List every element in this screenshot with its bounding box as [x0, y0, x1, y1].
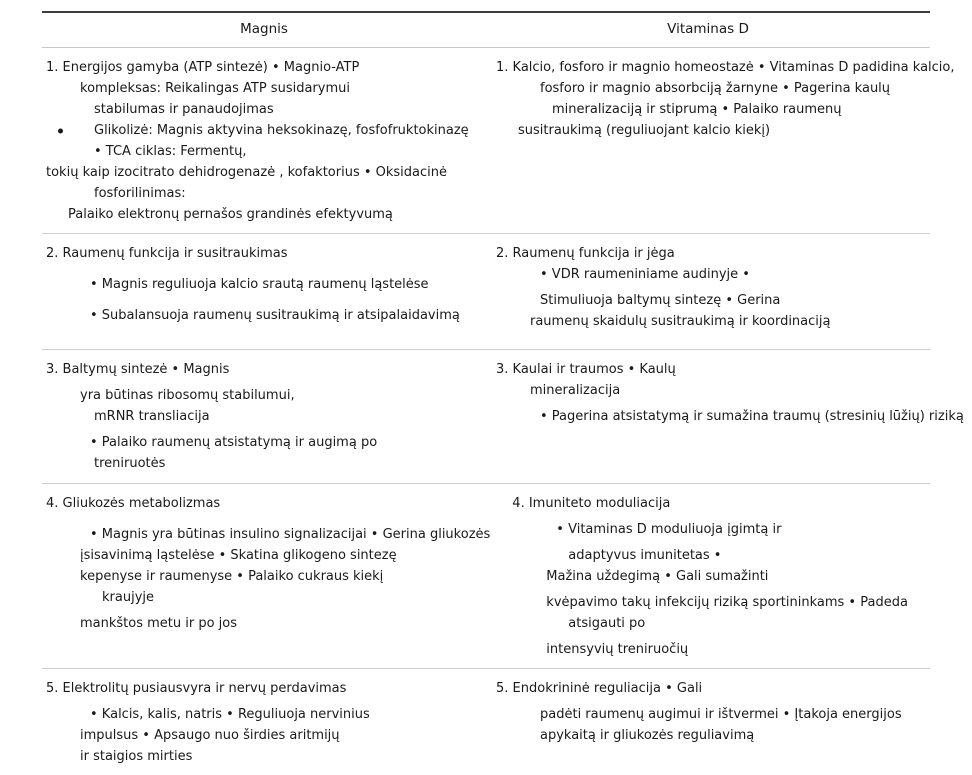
text-line-content: padėti raumenų augimui ir ištvermei • Įtakoja energijos	[540, 706, 902, 722]
text-line-content: raumenų skaidulų susitraukimą ir koordinaciją	[530, 314, 831, 330]
text-line-content: Stimuliuoja baltymų sintezę • Gerina	[540, 293, 781, 309]
text-line-content: treniruotės	[94, 456, 166, 472]
text-line-content: mankštos metu ir po jos	[80, 615, 238, 631]
text-line-content: atsigauti po	[568, 615, 646, 631]
text-line	[496, 120, 955, 141]
text-line-content: 3. Baltymų sintezė • Magnis	[46, 362, 230, 378]
table-cell-left	[42, 234, 486, 334]
text-line-content: ir staigios mirties	[80, 748, 193, 764]
text-line-content: 5. Endokrininė reguliacija • Gali	[496, 680, 703, 696]
text-line	[46, 453, 474, 474]
table-cell-right	[486, 48, 967, 149]
text-line	[46, 120, 474, 141]
text-line-content: tokių kaip izocitrato dehidrogenazė , kofaktorius • Oksidacinė	[46, 165, 448, 181]
table-cell-right	[486, 350, 972, 435]
text-line	[46, 162, 474, 183]
table-body	[42, 48, 964, 775]
text-line-content: • Subalansuoja raumenų susitraukimą ir atsipalaidavimą	[90, 308, 460, 324]
text-line-content: kvėpavimo takų infekcijų riziką sportininkams • Padeda	[546, 594, 908, 610]
text-line-content: • Kalcis, kalis, natris • Reguliuoja nervinius	[90, 706, 370, 722]
table-cell-left	[42, 48, 486, 233]
text-line	[46, 274, 474, 295]
text-line-content: fosforilinimas:	[94, 186, 186, 202]
table-cell-left	[42, 669, 486, 775]
text-line	[496, 311, 918, 332]
text-line	[496, 290, 918, 311]
text-line-content: 2. Raumenų funkcija ir jėga	[496, 246, 675, 262]
text-line	[496, 704, 918, 725]
text-line	[496, 243, 918, 264]
text-line-content: • Palaiko raumenų atsistatymą ir augimą po	[90, 435, 378, 451]
text-line-content: 4. Imuniteto moduliacija	[512, 495, 671, 511]
text-line-content: • TCA ciklas: Fermentų,	[94, 144, 247, 160]
text-line-content: mineralizaciją ir stiprumą • Palaiko raumenų	[552, 101, 842, 117]
text-line	[46, 704, 474, 725]
text-line	[46, 141, 474, 162]
table-header-row	[42, 13, 930, 47]
text-line	[46, 587, 490, 608]
table-cell-left	[42, 350, 486, 482]
text-line-content: impulsus • Apsaugo nuo širdies aritmijų	[80, 727, 340, 743]
text-line-content: • VDR raumeniniame audinyje •	[540, 267, 750, 283]
column-header-vitaminas-d: Vitaminas D	[667, 21, 749, 37]
text-line-content: yra būtinas ribosomų stabilumui,	[80, 388, 295, 404]
text-line	[512, 493, 934, 514]
text-line-content: Glikolizė: Magnis aktyvina heksokinazę, fosfofruktokinazę	[94, 123, 469, 139]
text-line	[46, 613, 490, 634]
text-line	[496, 380, 964, 401]
bullet-icon	[58, 128, 63, 133]
text-line-content: 3. Kaulai ir traumos • Kaulų	[496, 362, 676, 378]
text-line-content: • Pagerina atsistatymą ir sumažina traumų (stresinių lūžių) riziką	[540, 409, 964, 425]
text-line-content: kompleksas: Reikalingas ATP susidarymui	[80, 80, 350, 96]
text-line-content: 4. Gliukozės metabolizmas	[46, 495, 221, 511]
text-line	[46, 493, 490, 514]
text-line	[496, 57, 955, 78]
text-line-content: 5. Elektrolitų pusiausvyra ir nervų perdavimas	[46, 680, 347, 696]
text-line	[46, 359, 474, 380]
text-line-content: kraujyje	[102, 589, 154, 605]
text-line-content: mineralizacija	[530, 383, 621, 399]
table-cell-right	[486, 234, 930, 340]
comparison-table	[42, 11, 964, 775]
text-line	[512, 566, 934, 587]
text-line	[496, 359, 964, 380]
text-line	[46, 305, 474, 326]
text-line-content: kepenyse ir raumenyse • Palaiko cukraus kiekį	[80, 568, 384, 584]
text-line-content: 2. Raumenų funkcija ir susitraukimas	[46, 246, 288, 262]
text-line	[512, 519, 934, 540]
text-line	[512, 545, 934, 566]
text-line-content: įsisavinimą ląstelėse • Skatina glikogeno sintezę	[80, 547, 397, 563]
text-line-content: adaptyvus imunitetas •	[568, 547, 722, 563]
text-line	[46, 78, 474, 99]
table-row	[42, 350, 964, 482]
table-row	[42, 234, 930, 349]
text-line	[512, 639, 934, 660]
text-line-content: • Magnis reguliuoja kalcio srautą raumenų ląstelėse	[90, 277, 429, 293]
text-line	[496, 725, 918, 746]
text-line-content: Palaiko elektronų pernašos grandinės efektyvumą	[68, 207, 393, 223]
text-line	[496, 678, 918, 699]
text-line-content: • Magnis yra būtinas insulino signalizacijai • Gerina gliukozės	[90, 526, 491, 542]
text-line	[46, 432, 474, 453]
table-cell-right	[486, 669, 930, 754]
text-line	[496, 264, 918, 285]
table-cell-left	[42, 484, 502, 642]
text-line-content: • Vitaminas D moduliuoja įgimtą ir	[556, 521, 782, 537]
text-line	[46, 406, 474, 427]
text-line-content: stabilumas ir panaudojimas	[94, 101, 274, 117]
text-line	[46, 183, 474, 204]
text-line	[496, 99, 955, 120]
text-line	[46, 243, 474, 264]
table-row	[42, 484, 930, 668]
text-line	[46, 99, 474, 120]
text-line-content: fosforo ir magnio absorbciją žarnyne • Pagerina kaulų	[540, 80, 891, 96]
text-line-content: apykaitą ir gliukozės reguliavimą	[540, 727, 755, 743]
text-line	[512, 613, 934, 634]
text-line	[46, 57, 474, 78]
text-line	[46, 545, 490, 566]
text-line	[46, 204, 474, 225]
text-line-content: intensyvių treniruočių	[546, 641, 689, 657]
text-line-content: mRNR transliacija	[94, 409, 210, 425]
table-row	[42, 48, 955, 233]
text-line	[496, 406, 964, 427]
text-line-content: 1. Kalcio, fosforo ir magnio homeostazė • Vitaminas D padidina kalcio,	[496, 59, 955, 75]
text-line	[46, 746, 474, 767]
table-row	[42, 669, 930, 775]
text-line	[46, 385, 474, 406]
text-line-content: Mažina uždegimą • Gali sumažinti	[546, 568, 769, 584]
text-line	[496, 78, 955, 99]
text-line	[512, 592, 934, 613]
text-line	[46, 678, 474, 699]
column-header-magnis: Magnis	[240, 21, 288, 37]
text-line-content: susitraukimą (reguliuojant kalcio kiekį)	[518, 123, 771, 139]
table-cell-right	[502, 484, 946, 668]
text-line	[46, 725, 474, 746]
text-line-content: 1. Energijos gamyba (ATP sintezė) • Magnio-ATP	[46, 59, 360, 75]
text-line	[46, 566, 490, 587]
text-line	[46, 524, 490, 545]
